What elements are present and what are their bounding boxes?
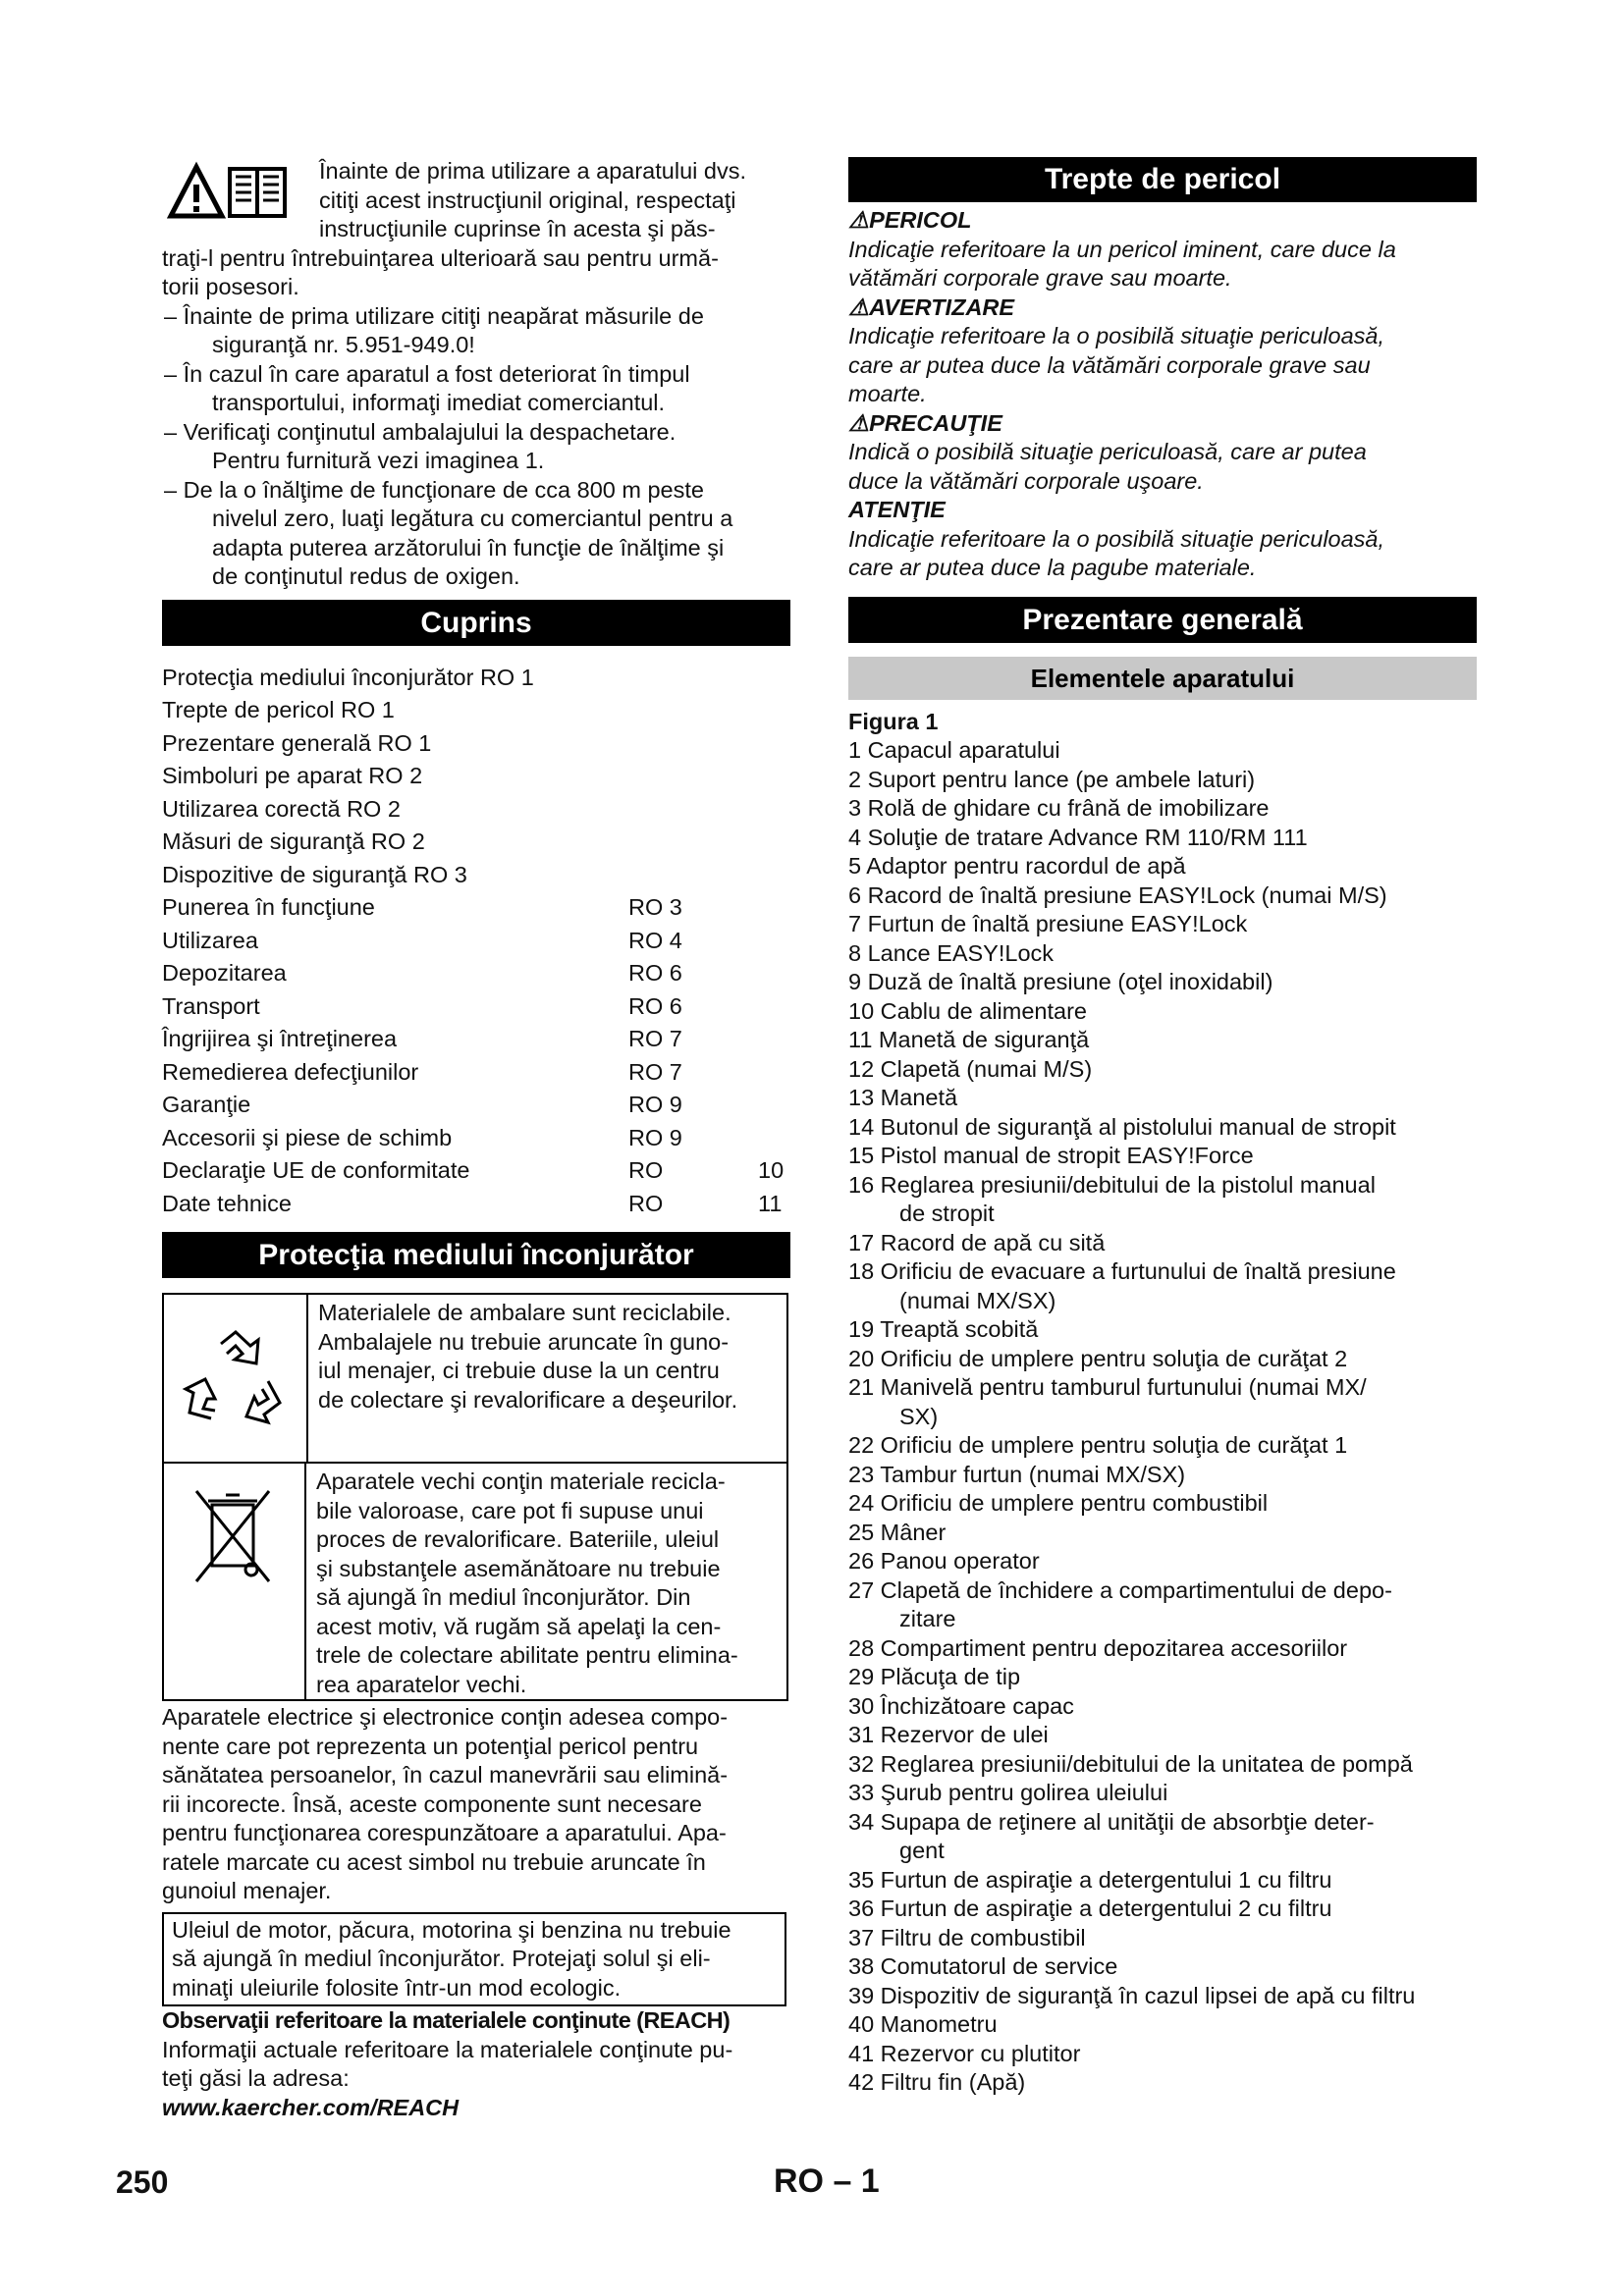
warning-triangle-icon: ⚠	[848, 207, 870, 233]
danger-level-avertizare: ⚠AVERTIZARE	[848, 294, 1015, 320]
toc-row[interactable]: Date tehnice RO 11	[162, 1190, 783, 1216]
component-item: 9 Duză de înaltă presiune (oţel inoxidabil)	[848, 969, 1273, 994]
component-item: 11 Manetă de siguranţă	[848, 1027, 1090, 1052]
component-item: 4 Soluţie de tratare Advance RM 110/RM 111	[848, 824, 1308, 850]
component-item: 16 Reglarea presiunii/debitului de la pistolul manual de stropit	[848, 1171, 1376, 1226]
oil-notice-box: Uleiul de motor, păcura, motorina şi benzina nu trebuie să ajungă în mediul înconjurător. Protejaţi solul şi eli- minaţi uleiurile folosite într-un mod ecologic.	[162, 1912, 786, 2007]
toc-row[interactable]: Transport RO 6	[162, 992, 682, 1019]
danger-level-precautie: ⚠PRECAUŢIE	[848, 409, 1002, 436]
warning-read-manual-icon	[167, 161, 289, 222]
env-table	[162, 1293, 788, 1701]
danger-levels: ⚠PERICOL Indicaţie referitoare la un pericol iminent, care duce la vătămări corporale grave sau moarte. ⚠AVERTIZARE Indicaţie referitoare la o posibilă situaţie periculoasă, care ar putea duce la vătămări corporale grave sau moarte. ⚠PRECAUŢIE Indică o posibilă situaţie periculoasă, care ar putea duce la vătămări corporale uşoare. ATENŢIE Indicaţie referitoare la o posibilă situaţie periculoasă, care ar putea duce la pagube materiale.	[848, 206, 1477, 583]
component-item: 41 Rezervor cu plutitor	[848, 2040, 1081, 2066]
recycle-icon	[164, 1295, 308, 1462]
component-item: 34 Supapa de reţinere al unităţii de absorbţie deter- gent	[848, 1808, 1375, 1863]
component-item: 10 Cablu de alimentare	[848, 997, 1087, 1024]
component-item: 25 Mâner	[848, 1519, 947, 1545]
crossed-bin-icon	[164, 1464, 306, 1699]
overview-subheading: Elementele aparatului	[848, 657, 1477, 700]
figure-label: Figura 1	[848, 708, 939, 734]
component-item: 5 Adaptor pentru racordul de apă	[848, 853, 1186, 879]
intro-line: torii posesori.	[162, 274, 299, 299]
env-recycling-text: Materialele de ambalare sunt reciclabile. Ambalajele nu trebuie aruncate în guno- iul menajer, ci trebuie duse la un centru de colectare şi revalorificare a deşeurilor.	[318, 1300, 738, 1413]
section-label: RO – 1	[774, 2163, 880, 2200]
component-item: 12 Clapetă (numai M/S)	[848, 1055, 1093, 1082]
component-item: 31 Rezervor de ulei	[848, 1722, 1049, 1747]
component-item: 37 Filtru de combustibil	[848, 1924, 1086, 1950]
component-item: 7 Furtun de înaltă presiune EASY!Lock	[848, 911, 1248, 936]
env-paragraph: Aparatele electrice şi electronice conţin adesea compo- nente care pot reprezenta un potenţial pericol pentru sănătatea persoanelor, în cazul manevrării sau elimină- rii incorecte. Însă, aceste componente sunt necesare pentru funcţionarea corespunzătoare a aparatului. Apa- ratele marcate cu acest simbol nu trebuie aruncate în gunoiul menajer.	[162, 1704, 729, 1903]
danger-level-pericol: ⚠PERICOL	[848, 207, 972, 233]
component-item: 39 Dispozitiv de siguranţă în cazul lipsei de apă cu filtru	[848, 1982, 1416, 2008]
reach-title: Observaţii referitoare la materialele conţinute (REACH)	[162, 2007, 731, 2033]
component-item: 14 Butonul de siguranţă al pistolului manual de stropit	[848, 1113, 1396, 1140]
toc-row[interactable]: Măsuri de siguranţă RO 2	[162, 828, 425, 854]
component-item: 20 Orificiu de umplere pentru soluţia de curăţat 2	[848, 1345, 1348, 1371]
toc-row[interactable]: Depozitarea RO 6	[162, 960, 682, 986]
reach-text: Informaţii actuale referitoare la materialele conţinute pu-	[162, 2036, 733, 2062]
component-item: 24 Orificiu de umplere pentru combustibil	[848, 1490, 1269, 1516]
component-item: 19 Treaptă scobită	[848, 1316, 1039, 1342]
toc-row[interactable]: Prezentare generală RO 1	[162, 729, 432, 756]
component-item: 8 Lance EASY!Lock	[848, 939, 1055, 966]
toc-row[interactable]: Declaraţie UE de conformitate RO 10	[162, 1157, 785, 1183]
component-item: 6 Racord de înaltă presiune EASY!Lock (numai M/S)	[848, 881, 1387, 908]
component-item: 21 Manivelă pentru tamburul furtunului (numai MX/ SX)	[848, 1374, 1367, 1429]
component-item: 1 Capacul aparatului	[848, 737, 1060, 763]
toc-row[interactable]: Utilizarea RO 4	[162, 927, 682, 953]
page-number: 250	[116, 2164, 169, 2200]
intro-bullet: – Verificaţi conţinutul ambalajului la despachetare. Pentru furnitură vezi imaginea 1.	[164, 418, 677, 473]
component-item: 36 Furtun de aspiraţie a detergentului 2 cu filtru	[848, 1896, 1332, 1921]
danger-level-atentie: ATENŢIE	[848, 497, 946, 522]
component-item: 22 Orificiu de umplere pentru soluţia de curăţat 1	[848, 1432, 1348, 1458]
component-item: 35 Furtun de aspiraţie a detergentului 1 cu filtru	[848, 1866, 1332, 1893]
toc-row[interactable]: Îngrijirea şi întreţinerea RO 7	[162, 1026, 682, 1051]
intro-bullet: – În cazul în care aparatul a fost deteriorat în timpul transportului, informaţi imediat comerciantul.	[164, 360, 690, 415]
toc-row[interactable]: Dispozitive de siguranţă RO 3	[162, 861, 467, 887]
intro-line: instrucţiunile cuprinse în acesta şi păs-	[319, 216, 716, 241]
env-weee-text: Aparatele vechi conţin materiale recicla- bile valoroase, care pot fi supuse unui proces de revalorificare. Bateriile, uleiul şi substanţele asemănătoare nu trebuie să ajungă în mediul înconjurător. Din acest motiv, vă rugăm să apelaţi la cen- trele de colectare abilitate pentru elimina- rea aparatelor vechi.	[316, 1468, 738, 1697]
reach-url[interactable]: www.kaercher.com/REACH	[162, 2094, 460, 2120]
component-item: 38 Comutatorul de service	[848, 1953, 1118, 1979]
component-item: 18 Orificiu de evacuare a furtunului de înaltă presiune (numai MX/SX)	[848, 1258, 1396, 1313]
component-item: 33 Şurub pentru golirea uleiului	[848, 1780, 1168, 1805]
component-item: 2 Suport pentru lance (pe ambele laturi)	[848, 766, 1256, 792]
toc-row[interactable]: Protecţia mediului înconjurător RO 1	[162, 664, 534, 690]
env-row-weee	[164, 1464, 786, 1699]
toc-heading: Cuprins	[162, 600, 790, 646]
intro-line: citiţi acest instrucţiunil original, respectaţi	[319, 187, 736, 213]
danger-heading: Trepte de pericol	[848, 157, 1477, 202]
toc-row[interactable]: Punerea în funcţiune RO 3	[162, 894, 682, 920]
toc-list	[162, 662, 790, 1221]
component-item: 27 Clapetă de închidere a compartimentului de depo- zitare	[848, 1576, 1392, 1631]
toc-row[interactable]: Trepte de pericol RO 1	[162, 697, 395, 722]
component-item: 17 Racord de apă cu sită	[848, 1229, 1106, 1255]
intro-bullet: – De la o înălţime de funcţionare de cca 800 m peste nivelul zero, luaţi legătura cu comerciantul pentru a adapta puterea arzătorului în funcţie de înălţime şi de conţinutul redus de oxigen.	[164, 476, 733, 589]
overview-list	[848, 736, 1477, 2098]
overview-heading: Prezentare generală	[848, 597, 1477, 643]
env-heading: Protecţia mediului înconjurător	[162, 1232, 790, 1278]
intro-line: traţi-l pentru întrebuinţarea ulterioară sau pentru urmă-	[162, 244, 719, 271]
component-item: 28 Compartiment pentru depozitarea accesoriilor	[848, 1634, 1348, 1661]
component-item: 3 Rolă de ghidare cu frână de imobilizare	[848, 795, 1270, 821]
warning-triangle-icon: ⚠	[848, 409, 870, 436]
intro-bullet: – Înainte de prima utilizare citiţi neapărat măsurile de siguranţă nr. 5.951-949.0!	[164, 302, 704, 357]
warning-triangle-icon: ⚠	[848, 294, 870, 320]
component-item: 15 Pistol manual de stropit EASY!Force	[848, 1143, 1254, 1168]
component-item: 40 Manometru	[848, 2011, 998, 2037]
reach-text: teţi găsi la adresa:	[162, 2065, 350, 2091]
component-item: 29 Plăcuţa de tip	[848, 1664, 1021, 1689]
toc-row[interactable]: Remedierea defecţiunilor RO 7	[162, 1058, 682, 1085]
toc-row[interactable]: Simboluri pe aparat RO 2	[162, 763, 423, 788]
intro-line: Înainte de prima utilizare a aparatului dvs.	[319, 158, 746, 184]
toc-row[interactable]: Utilizarea corectă RO 2	[162, 795, 401, 822]
right-column	[848, 157, 1477, 2098]
toc-row[interactable]: Garanţie RO 9	[162, 1092, 682, 1117]
component-item: 23 Tambur furtun (numai MX/SX)	[848, 1461, 1186, 1487]
component-item: 42 Filtru fin (Apă)	[848, 2069, 1026, 2095]
component-item: 26 Panou operator	[848, 1548, 1040, 1574]
component-item: 32 Reglarea presiunii/debitului de la unitatea de pompă	[848, 1750, 1413, 1777]
env-row-recycling	[164, 1295, 786, 1464]
component-item: 30 Închizătoare capac	[848, 1692, 1074, 1719]
toc-row[interactable]: Accesorii şi piese de schimb RO 9	[162, 1124, 682, 1150]
intro-section	[162, 157, 790, 592]
component-item: 13 Manetă	[848, 1085, 958, 1110]
left-column	[162, 157, 790, 2122]
